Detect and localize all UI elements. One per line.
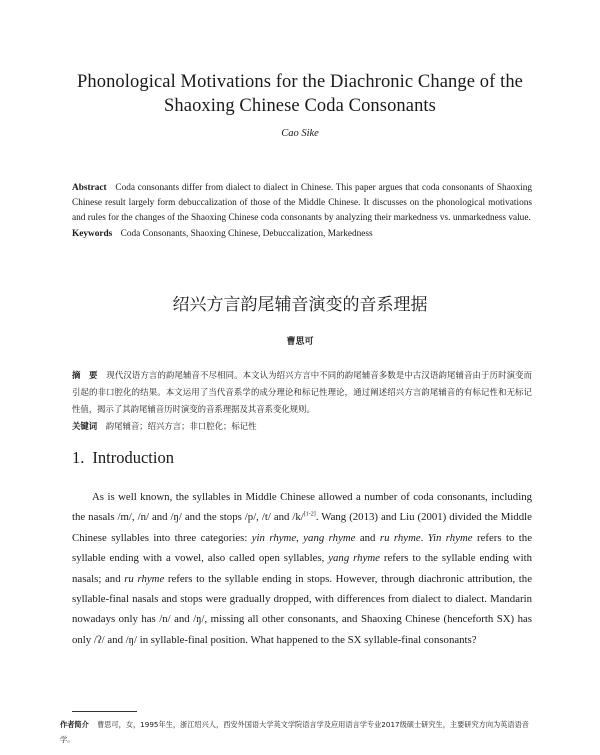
section-number: 1. bbox=[72, 448, 85, 467]
abstract-block bbox=[72, 181, 532, 242]
footnote-rule bbox=[72, 711, 137, 712]
author-name: Cao Sike bbox=[281, 128, 319, 139]
body-text-run: refers to the syllable ending with nasals; and bbox=[72, 552, 532, 585]
keywords-label: Keywords bbox=[72, 228, 113, 239]
body-text-run: As is well known, the syllables in Middle Chinese allowed a number of coda consonants, including the nasals /m/, /n/ and /ŋ/ and the stops /p/, /t/ and /k/ bbox=[72, 491, 532, 524]
abstract-paragraph bbox=[72, 181, 532, 227]
term-yang-rhyme: yang rhyme bbox=[303, 531, 356, 544]
section-title: Introduction bbox=[92, 448, 174, 467]
body-text-run: . bbox=[420, 531, 428, 544]
body-text-run: , bbox=[296, 531, 304, 544]
keywords-paragraph bbox=[72, 227, 532, 242]
keywords-text: Coda Consonants, Shaoxing Chinese, Debuccalization, Markedness bbox=[120, 228, 373, 239]
chinese-keywords-label: 关键词 bbox=[72, 421, 98, 431]
abstract-label: Abstract bbox=[72, 183, 107, 193]
body-text bbox=[72, 487, 532, 650]
chinese-abstract-label: 摘 要 bbox=[72, 370, 98, 380]
chinese-author-name: 曹思可 bbox=[286, 337, 314, 347]
chinese-title: 绍兴方言韵尾辅音演变的音系理据 bbox=[172, 295, 428, 315]
abstract-text: Coda consonants differ from dialect to dialect in Chinese. This paper argues that coda consonants of Shaoxing Chinese result largely form debuccalization of those of the Middle Chinese. It discusses on the phonological motivations and rules for the changes of the Shaoxing Chinese coda consonants by analyzing their markedness vs. unmarkedness value. bbox=[72, 183, 532, 224]
body-text-run: refers to the syllable ending in stops. However, through diachronic attribution, the syllable-final nasals and stops were gradually dropped, with differences from dialect to dialect. Mandarin nowadays only has /n/ and /ŋ/, missing all other consonants, and Shaoxing Chinese (henceforth SX) has only /ʔ/ and /ŋ/ in syllable-final position. What happened to the SX syllable-final consonants? bbox=[72, 572, 533, 646]
body-text-run: and bbox=[355, 531, 380, 544]
body-text-run: refers to the syllable ending with a vowel, also called open syllables, bbox=[72, 531, 532, 565]
chinese-keywords-paragraph bbox=[72, 418, 532, 435]
term-yang-rhyme: yang rhyme bbox=[328, 552, 380, 565]
body-text-run: . Wang (2013) and Liu (2001) divided the Middle Chinese syllables into three categories: bbox=[72, 511, 532, 544]
author-footnote bbox=[60, 717, 540, 747]
body-paragraph bbox=[72, 487, 532, 650]
paper-title: Phonological Motivations for the Diachronic Change of the Shaoxing Chinese Coda Consonants bbox=[76, 72, 523, 116]
footnote-label: 作者简介 bbox=[60, 720, 89, 729]
term-ru-rhyme: ru rhyme bbox=[124, 572, 165, 585]
term-yin-rhyme: yin rhyme bbox=[251, 531, 297, 544]
term-ru-rhyme: ru rhyme bbox=[379, 531, 421, 544]
footnote-text: 曹思可，女，1995年生，浙江绍兴人，西安外国语大学英文学院语言学及应用语言学专业2017级硕士研究生，主要研究方向为英语语音学。 bbox=[60, 720, 529, 744]
chinese-keywords-text: 韵尾辅音；绍兴方言；非口腔化；标记性 bbox=[105, 421, 257, 431]
chinese-abstract-text: 现代汉语方言的韵尾辅音不尽相同。本文认为绍兴方言中不同的韵尾辅音多数是中古汉语韵尾辅音由于历时演变而引起的非口腔化的结果。本文运用了当代音系学的成分理论和标记性理论，通过阐述绍兴方言韵尾辅音的有标记性和无标记性值，揭示了其韵尾辅音历时演变的音系理据及其音系变化规则。 bbox=[72, 370, 532, 414]
chinese-abstract-block bbox=[72, 367, 532, 435]
section-heading bbox=[72, 448, 174, 468]
chinese-abstract-paragraph bbox=[72, 367, 532, 418]
term-yin-rhyme: Yin rhyme bbox=[427, 531, 473, 544]
citation-ref: [1-2] bbox=[303, 511, 316, 518]
